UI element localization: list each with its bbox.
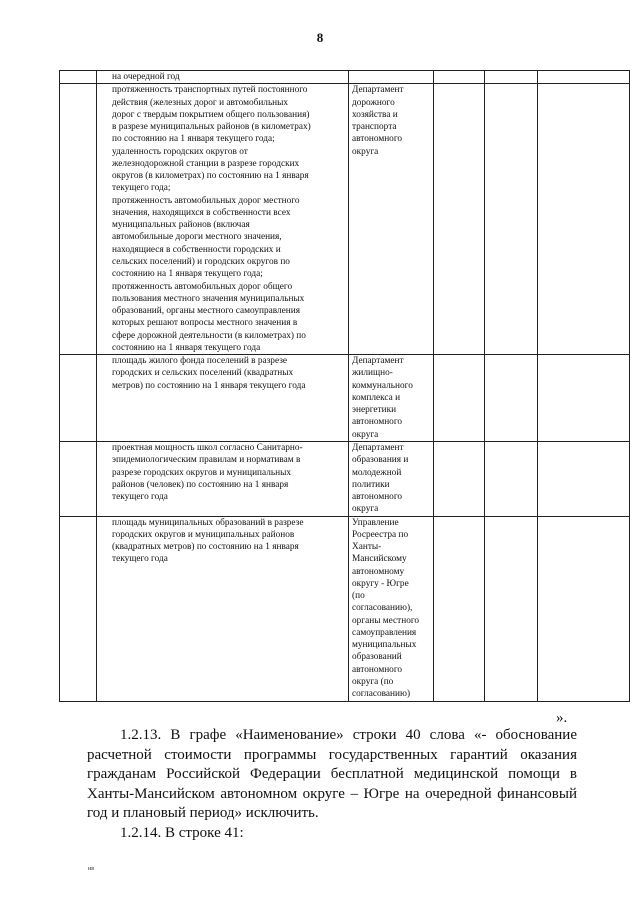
organization-line: автономного [352,134,403,145]
organization-line: Департамент [352,442,404,453]
organization-line: Росреестра по [352,529,409,540]
organization-line: энергетики [352,405,397,416]
indicator-line: округов (в километрах) по состоянию на 1 января [112,171,309,182]
organization-line: транспорта [352,122,397,133]
organization-line: согласованию), [352,603,413,614]
indicator-line: действия (железных дорог и автомобильных [112,97,289,108]
indicator-line: сфере дорожной деятельности (в километрах) по [112,330,306,341]
amendment-text [87,726,577,843]
table-cell-organization [349,516,434,701]
indicator-line: текущего года; [112,183,171,194]
organization-line: Ханты- [352,542,382,553]
indicator-line: железнодорожной станции в разрезе городских [112,158,300,169]
indicator-line: пользования местного значения муниципальных [112,293,305,304]
organization-line: автономного [352,664,403,675]
organization-line: Управление [352,517,399,528]
indicator-line: протяженность автомобильных дорог местного [112,195,300,206]
organization-line: комплекса и [352,392,401,403]
indicator-line: по состоянию на 1 января текущего года; [112,134,275,145]
indicator-line: которых решают вопросы местного значения в [112,318,298,329]
indicator-line: находящиеся в собственности городских и [112,244,281,255]
organization-line: Мансийскому [352,554,407,565]
organization-line: политики [352,479,390,490]
organization-line: образования и [352,455,409,466]
indicator-line: автомобильные дороги местного значения, [112,232,282,243]
organization-line: автономного [352,492,403,503]
indicator-line: состоянию на 1 января текущего года [112,342,261,353]
closing-quote-mark: ». [556,710,568,726]
organization-line: Департамент [352,85,404,96]
table-cell-organization [349,355,434,442]
indicator-line: текущего года [112,492,168,503]
indicator-line: протяженность транспортных путей постоянного [112,85,308,96]
table-row [60,355,630,442]
organization-line: (по [352,591,365,602]
organization-line: округа [352,146,379,157]
table-row [60,441,630,516]
table-cell-text [97,84,349,355]
indicator-line: образований, органы местного самоуправления [112,306,300,317]
indicator-line: метров) по состоянию на 1 января текущего года [112,380,306,391]
indicator-line: состоянию на 1 января текущего года; [112,269,263,280]
document-table [59,70,630,702]
organization-line: коммунального [352,380,413,391]
indicator-line: удаленность городских округов от [112,146,248,157]
indicator-line: городских и сельских поселений (квадратных [112,368,294,379]
table-cell-text [97,355,349,442]
indicator-line: протяженность автомобильных дорог общего [112,281,293,292]
organization-line: автономного [352,417,403,428]
table-row [60,516,630,701]
footer-mark: ив [88,866,95,872]
organization-line: дорожного [352,97,395,108]
table-cell-text [97,441,349,516]
indicator-line: разрезе городских округов и муниципальных [112,467,291,478]
table-cell-text: на очередной год [97,71,349,84]
organization-line: автономному [352,566,405,577]
indicator-line: дорог с твердым покрытием общего пользования) [112,109,310,120]
table-cell-organization [349,441,434,516]
indicator-line: сельских поселений) и городских округов по [112,256,290,267]
table-row [60,71,630,84]
organization-line: Департамент [352,356,404,367]
indicator-line: площадь жилого фонда поселений в разрезе [112,356,287,367]
indicator-line: проектная мощность школ согласно Санитарно- [112,442,303,453]
organization-line: округа [352,429,379,440]
organization-line: округа (по [352,677,394,688]
organization-line: самоуправления [352,627,417,638]
paragraph-1-2-14: 1.2.14. В строке 41: [120,824,244,841]
organization-line: округу - Югре [352,578,409,589]
indicator-line: текущего года [112,554,168,565]
page-number: 8 [316,30,324,45]
indicator-line: (квадратных метров) по состоянию на 1 января [112,542,299,553]
indicator-line: в разрезе муниципальных районов (в километрах) [112,122,311,133]
table-cell-text [97,516,349,701]
organization-line: органы местного [352,615,420,626]
table-cell-organization [349,84,434,355]
indicator-line: муниципальных районов (включая [112,220,250,231]
organization-line: жилищно- [352,368,393,379]
organization-line: образований [352,652,402,663]
organization-line: муниципальных [352,640,417,651]
organization-line: округа [352,504,379,515]
organization-line: молодежной [352,467,402,478]
indicator-line: площадь муниципальных образований в разрезе [112,517,304,528]
indicator-line: районов (человек) по состоянию на 1 января [112,479,289,490]
indicator-line: эпидемиологическим правилам и нормативам в [112,455,301,466]
indicator-line: значения, находящихся в собственности всех [112,207,291,218]
paragraph-1-2-13: 1.2.13. В графе «Наименование» строки 40 слова «- обоснование расчетной стоимости программы государственных гарантий оказания гражданам Российской Федерации бесплатной медицинской помощи в Ханты-Мансийском автономном округе – Югре на очередной финансовый год и плановый период» исключить. [87,727,577,821]
organization-line: согласованию) [352,689,411,700]
indicator-line: городских округов и муниципальных районов [112,529,295,540]
table-row [60,84,630,355]
organization-line: хозяйства и [352,109,398,120]
